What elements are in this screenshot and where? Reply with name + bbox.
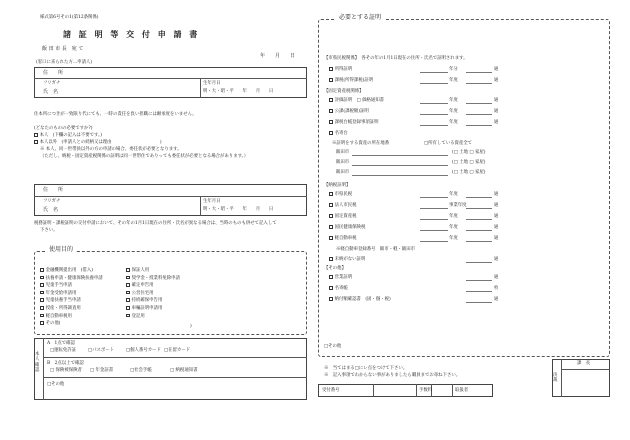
id-document-option[interactable]: □個人番号カード (126, 348, 161, 353)
checkbox[interactable] (329, 203, 333, 207)
place-label: 飯田市 (336, 160, 350, 165)
count-field[interactable] (466, 241, 492, 242)
year-field[interactable] (420, 219, 448, 220)
count-unit: 通 (494, 192, 499, 197)
checkbox-label: 軽自動車税 (334, 236, 357, 242)
section-chief-label: 課 長 (577, 361, 591, 366)
proxy-note-2: （ただし、納税・固定資産税関係の証明は同一世帯住でありっても委任状が必要となる場合があります。） (40, 154, 249, 159)
checkbox[interactable] (329, 67, 333, 71)
checkbox[interactable] (329, 286, 333, 290)
checkbox[interactable] (126, 314, 130, 318)
place-label: 飯田市 (336, 150, 350, 155)
checkbox-label: 未納がない証明 (334, 257, 366, 263)
checkbox[interactable] (329, 225, 333, 229)
checkbox-label: 扶養申請・健康保険扶養申請 (45, 275, 103, 281)
count-unit: 通 (494, 275, 499, 280)
purpose-option[interactable] (126, 291, 154, 296)
required-certificate-box (318, 19, 610, 357)
year-suffix: 年度 (449, 236, 458, 241)
checkbox-label: 名寄台 (334, 131, 348, 137)
purpose-option[interactable] (40, 314, 72, 319)
count-unit: 通 (494, 67, 499, 72)
footer-note-1: ※ 当てはまる□にレ点をつけて下さい。 (324, 366, 408, 371)
certificate-option[interactable] (329, 98, 384, 103)
count-field[interactable] (466, 262, 492, 263)
checkbox[interactable] (40, 268, 44, 272)
year-field[interactable] (420, 230, 448, 231)
form-title: 諸 証 明 等 交 付 申 請 書 (63, 29, 200, 39)
checkbox-label: 確定申告用 (131, 283, 154, 289)
purpose-option[interactable] (40, 283, 72, 288)
land-building-option[interactable]: (□ 土地 □ 家屋) (452, 170, 486, 175)
checkbox-label: 評価証明 □ 価格通知書 (334, 98, 385, 104)
checkbox-label: 車輛証明申請用 (131, 306, 163, 312)
land-building-option[interactable]: (□ 土地 □ 家屋) (452, 160, 486, 165)
verification-label: 本人確認 (35, 352, 40, 374)
lot-field[interactable] (352, 165, 448, 166)
nayose-all-option[interactable]: □所有している資産全て (424, 141, 473, 146)
subject-furigana-label: フリガナ (43, 199, 61, 204)
checkbox[interactable] (126, 283, 130, 287)
checkbox[interactable] (329, 109, 333, 113)
purpose-option[interactable] (126, 268, 149, 273)
purpose-option[interactable] (126, 276, 180, 281)
checkbox[interactable] (40, 276, 44, 280)
verification-b-title: B 2点以上で確認 (47, 361, 84, 366)
id-document-option[interactable]: □運転免許証 (50, 348, 77, 353)
purpose-option[interactable] (40, 276, 103, 281)
certificate-option[interactable] (329, 192, 352, 197)
certificate-option[interactable] (329, 131, 348, 136)
checkbox-label: 公営住宅用 (131, 291, 154, 296)
certificate-option[interactable] (329, 225, 365, 230)
nayose-note: ※証明をする資産の所在地番 (332, 141, 390, 146)
count-field[interactable] (466, 72, 492, 73)
year-suffix: 年度 (449, 98, 458, 103)
checkbox-label: その他( (45, 321, 61, 327)
certificate-option[interactable] (329, 67, 352, 72)
certificate-option[interactable] (329, 120, 379, 125)
checkbox-label: 奨学金・授業料免除申請 (131, 275, 180, 281)
checkbox-label: 課税(所得課税)証明 (334, 78, 374, 84)
checkbox[interactable] (329, 192, 333, 196)
checkbox[interactable] (126, 298, 130, 302)
applicant-caption: (窓口に来られた方…申請人) (36, 60, 93, 65)
checkbox-label: 年金受給申請用 (45, 291, 77, 296)
handler-label: 取扱者 (455, 388, 469, 393)
checkbox[interactable] (126, 291, 130, 295)
applicant-address-label: 住 所 (43, 70, 64, 76)
footer-note-2: ※ 記入事項でわからない事がありましたら職員までお尋ね下さい。 (324, 373, 461, 378)
checkbox[interactable] (40, 314, 44, 318)
note-line: 住本所につきが一致限り代にても、一時の責任を負い担職には継承度をいません。 (34, 112, 197, 117)
checkbox[interactable] (329, 257, 333, 261)
year-suffix: 年分 (449, 67, 458, 72)
count-unit: 通 (494, 236, 499, 241)
checkbox[interactable] (329, 98, 333, 102)
count-unit: 通 (494, 78, 499, 83)
count-unit: 枚 (494, 286, 499, 291)
option-other[interactable]: 本人以外 (申請人との続柄又は理由 ) (34, 140, 162, 145)
checkbox-label: 固定資産税 (334, 214, 357, 220)
checkbox[interactable] (329, 297, 333, 301)
count-field[interactable] (466, 219, 492, 220)
applicant-furigana-label: フリガナ (43, 81, 61, 86)
checkbox-label: 納付額確認書 (固・個・税) (334, 297, 391, 303)
purpose-option[interactable] (40, 306, 81, 311)
year-suffix: 年度 (449, 78, 458, 83)
purpose-option[interactable] (126, 314, 145, 319)
id-document-option[interactable]: □在留カード (164, 348, 191, 353)
vehicle-number-line: ※軽自動車登録番号 飯市・軽・飯田市 (336, 247, 416, 252)
receipt-number-label: 受付番号 (322, 388, 340, 393)
year-field[interactable] (420, 114, 448, 115)
certificate-option[interactable] (329, 78, 373, 83)
checkbox-label: 公課(課税額)証明 (334, 109, 369, 115)
purpose-option[interactable] (40, 321, 60, 326)
checkbox-label: 持続確保申告用 (131, 298, 163, 304)
proxy-note: ※ 本人、同一世帯員以外の方の申請の場合、委任状が必要となります。 (40, 147, 182, 152)
checkbox[interactable] (126, 276, 130, 280)
whose-question: (どなたのものの必要ですか?) (34, 126, 93, 131)
purpose-option[interactable] (126, 306, 162, 311)
checkbox[interactable] (40, 298, 44, 302)
purpose-option[interactable] (40, 298, 81, 303)
certificate-option[interactable] (329, 275, 352, 280)
misc-option[interactable]: □その他 (324, 344, 342, 349)
count-unit: 通 (494, 297, 499, 302)
checkbox-label: 課税台帳登録事項証明 (334, 120, 379, 126)
checkbox-label: 法人市民税 (334, 203, 357, 209)
id-document-option[interactable]: □ 保険被保険者 (50, 368, 82, 373)
checkbox-label: 授産・所得調査用 (45, 306, 81, 312)
count-field[interactable] (466, 208, 492, 209)
count-field[interactable] (466, 291, 492, 292)
tax-address-note: 税務証明・課税証明の交付申請において、その年の1月1日現在の住所・氏名が異なる場合は、当時のものも併せて記入して (34, 221, 277, 226)
count-unit: 通 (494, 203, 499, 208)
approval-label: 決裁 (553, 373, 558, 383)
count-unit: 通 (494, 109, 499, 114)
id-document-option[interactable]: □ 年金証書 (90, 368, 114, 373)
purpose-option[interactable] (40, 291, 76, 296)
checkbox[interactable] (329, 78, 333, 82)
checkbox-label: 軽自動車税用 (45, 313, 72, 319)
option-self[interactable]: 本人 (下欄の記入は不要です。) (34, 133, 102, 138)
checkbox-label: 国民健康保険税 (334, 225, 366, 231)
certificate-option[interactable] (329, 257, 365, 262)
count-unit: 通 (494, 225, 499, 230)
certificate-option[interactable] (329, 203, 357, 208)
checkbox[interactable] (34, 140, 38, 144)
year-field[interactable] (420, 125, 448, 126)
subject-birth-label: 生年月日 (203, 199, 221, 204)
count-field[interactable] (466, 280, 492, 281)
year-suffix: 事業年度 (449, 203, 467, 208)
year-suffix: 年度 (449, 214, 458, 219)
fee-label: 手数料 (419, 388, 433, 393)
year-field[interactable] (420, 241, 448, 242)
id-document-option[interactable]: □パスポート (88, 348, 115, 353)
checkbox[interactable] (126, 268, 130, 272)
year-field[interactable] (420, 83, 448, 84)
count-field[interactable] (466, 197, 492, 198)
count-field[interactable] (466, 125, 492, 126)
checkbox-label: 児童扶養手当申請 (45, 298, 81, 304)
checkbox-label: 保証人用 (131, 268, 150, 274)
place-label: 飯田市 (336, 170, 350, 175)
asset-section-heading: 【固定資産税関係】 (324, 89, 364, 94)
applicant-birth-value: 明・大・昭・平 年 月 日 (203, 89, 274, 94)
checkbox[interactable] (34, 133, 38, 137)
year-suffix: 年度 (449, 225, 458, 230)
applicant-birth-label: 生年月日 (203, 81, 221, 86)
count-field[interactable] (466, 103, 492, 104)
checkbox-label: 市県民税 (334, 192, 353, 198)
checkbox-label: 所得証明 (334, 67, 353, 73)
year-field[interactable] (420, 103, 448, 104)
land-building-option[interactable]: (□ 土地 □ 家屋) (452, 150, 486, 155)
verification-a-title: A 1点で確認 (47, 341, 75, 346)
count-unit: 通 (494, 98, 499, 103)
lot-field[interactable] (352, 155, 448, 156)
date-line: 年 月 日 (260, 53, 296, 59)
purpose-other-close: ) (190, 324, 192, 329)
year-suffix: 年度 (449, 109, 458, 114)
certificate-option[interactable] (329, 109, 369, 114)
count-field[interactable] (466, 302, 492, 303)
checkbox-label: 営業証明 (334, 275, 353, 281)
count-unit: 通 (494, 120, 499, 125)
count-unit: 通 (494, 214, 499, 219)
tax-payment-heading: 【納税証明】 (324, 183, 351, 188)
year-field[interactable] (420, 208, 448, 209)
subject-address-label: 住 所 (43, 187, 64, 193)
purpose-option[interactable] (40, 268, 93, 273)
lot-field[interactable] (352, 175, 448, 176)
id-document-option[interactable]: □社会手帳 (130, 368, 152, 373)
id-document-option[interactable]: □ 納税通知書 (170, 368, 198, 373)
certificate-option[interactable] (329, 236, 357, 241)
year-suffix: 年度 (449, 120, 458, 125)
checkbox-label: 金融機関提出用 (借入) (45, 268, 93, 274)
applicant-name-label: 氏 名 (43, 89, 59, 95)
tax-address-note-2: 下さい。 (40, 228, 58, 233)
purpose-option[interactable] (126, 283, 154, 288)
purpose-title: 使用目的 (46, 247, 76, 253)
checkbox[interactable] (40, 306, 44, 310)
checkbox[interactable] (126, 306, 130, 310)
subject-name-label: 氏 名 (43, 207, 59, 213)
checkbox[interactable] (40, 321, 44, 325)
year-field[interactable] (420, 197, 448, 198)
checkbox[interactable] (329, 120, 333, 124)
checkbox[interactable] (329, 214, 333, 218)
other-section-heading: 【その他】 (324, 266, 346, 271)
count-field[interactable] (466, 83, 492, 84)
certificate-option[interactable] (329, 214, 357, 219)
checkbox[interactable] (40, 283, 44, 287)
addressee: 飯 田 市 長 宛 て (42, 46, 84, 52)
count-unit: 通 (494, 257, 499, 262)
subject-birth-value: 明・大・昭・平 年 月 日 (203, 207, 274, 212)
checkbox-label: 児童手当申請 (45, 283, 72, 289)
certificate-option[interactable] (329, 297, 391, 302)
certificate-option[interactable] (329, 286, 348, 291)
checkbox[interactable] (40, 291, 44, 295)
verification-other: □その他 (47, 382, 65, 387)
checkbox[interactable] (329, 236, 333, 240)
count-field[interactable] (466, 114, 492, 115)
checkbox-label: 登記用 (131, 313, 145, 319)
checkbox-label: 名寄帳 (334, 286, 348, 292)
year-field[interactable] (420, 72, 448, 73)
checkbox[interactable] (329, 131, 333, 135)
purpose-option[interactable] (126, 298, 162, 303)
form-number: 様式第6号その1(第12条関係) (40, 15, 99, 20)
required-certificate-title: 必要とする証明 (336, 15, 384, 21)
count-field[interactable] (466, 230, 492, 231)
tax-section-heading: 【市県民税関係】 各その年の1月1日現在の住所・氏名で証明されます。 (324, 56, 468, 61)
checkbox[interactable] (329, 275, 333, 279)
year-suffix: 年度 (449, 192, 458, 197)
